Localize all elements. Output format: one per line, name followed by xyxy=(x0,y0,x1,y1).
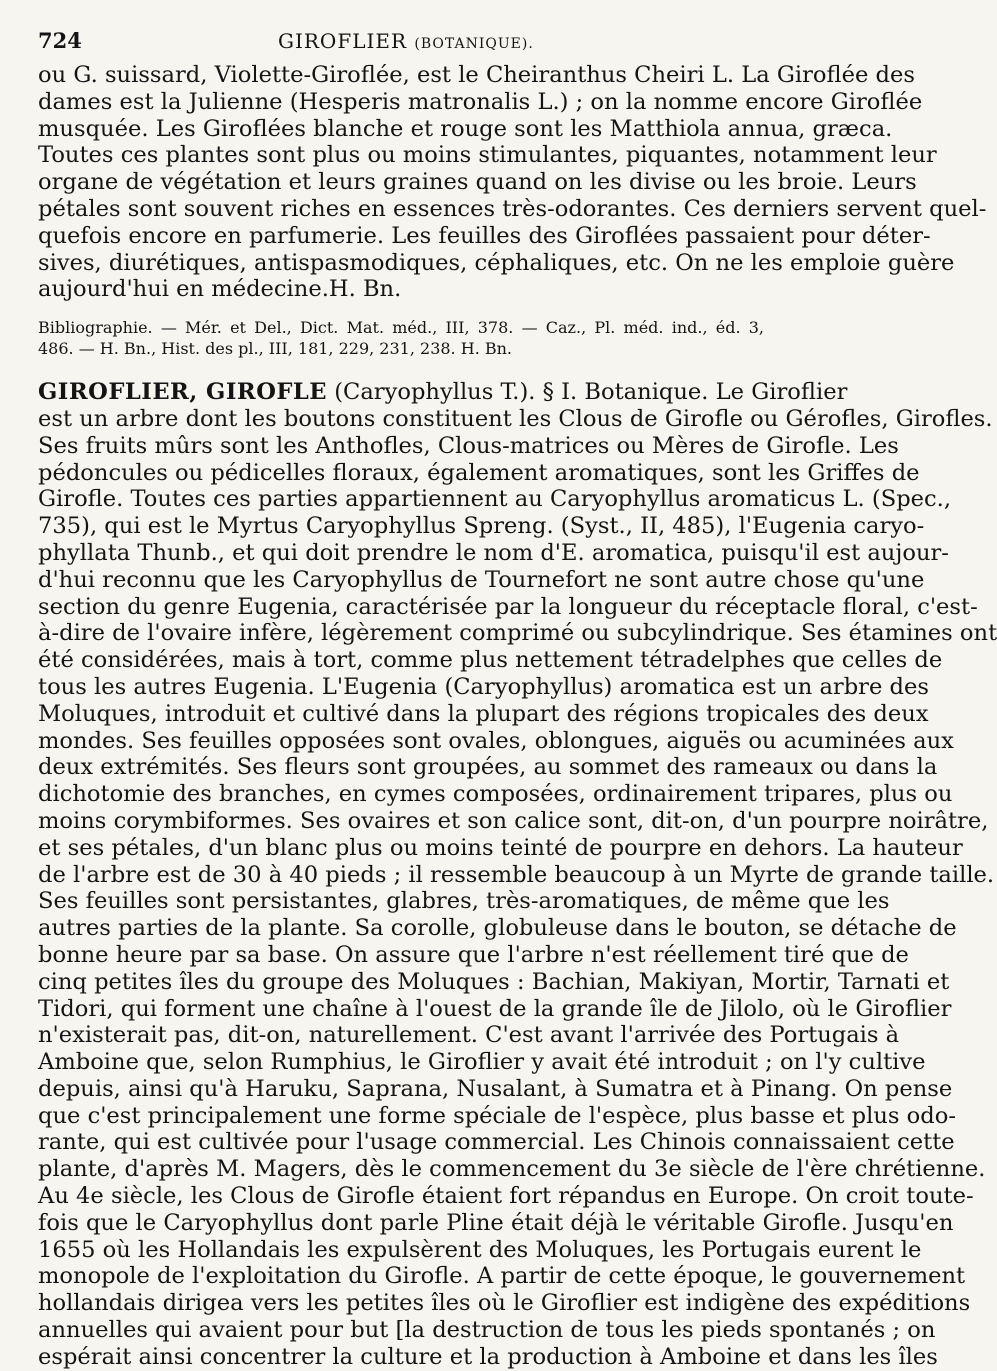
text-line: mondes. Ses feuilles opposées sont ovales, oblongues, aiguës ou acuminées aux xyxy=(38,727,954,754)
text-line: Amboine que, selon Rumphius, le Giroflier y avait été introduit ; on l'y cultive xyxy=(38,1049,926,1076)
text-line: deux extrémités. Ses fleurs sont groupées, au sommet des rameaux ou dans la xyxy=(38,754,938,781)
page-number: 724 xyxy=(38,28,82,53)
text-line: dames est la Julienne (Hesperis matronalis L.) ; on la nomme encore Giroflée xyxy=(38,88,923,115)
text-line: organe de végétation et leurs graines quand on les divise ou les broie. Leurs xyxy=(38,169,917,196)
text-line: phyllata Thunb., et qui doit prendre le nom d'E. aromatica, puisqu'il est aujour- xyxy=(38,539,949,566)
text-line: tous les autres Eugenia. L'Eugenia (Caryophyllus) aromatica est un arbre des xyxy=(38,673,929,700)
text-line: autres parties de la plante. Sa corolle, globuleuse dans le bouton, se détache de xyxy=(38,915,957,942)
text-line: 1655 où les Hollandais les expulsèrent des Moluques, les Portugais eurent le xyxy=(38,1236,922,1263)
text-line xyxy=(38,276,764,303)
entry-first-line-rest: (Caryophyllus T.). § I. Botanique. Le Giroflier xyxy=(327,379,848,406)
text-line: n'existerait pas, dit-on, naturellement. C'est avant l'arrivée des Portugais à xyxy=(38,1022,900,1049)
entry-first-line xyxy=(38,379,848,406)
text-line: rante, qui est cultivée pour l'usage commercial. Les Chinois connaissaient cette xyxy=(38,1129,955,1156)
text-line: fois que le Caryophyllus dont parle Pline était déjà le véritable Girofle. Jusqu'en xyxy=(38,1209,954,1236)
text-line: espérait ainsi concentrer la culture et la production à Amboine et dans les îles xyxy=(38,1343,938,1370)
text-line: Au 4e siècle, les Clous de Girofle étaient fort répandus en Europe. On croit toute- xyxy=(38,1183,974,1210)
bibliography-signature: H. Bn. xyxy=(460,339,513,359)
text-line: à-dire de l'ovaire infère, légèrement comprimé ou subcylindrique. Ses étamines ont xyxy=(38,620,997,647)
text-line: Girofle. Toutes ces parties appartiennent au Caryophyllus aromaticus L. (Spec., xyxy=(38,486,952,513)
author-signature: H. Bn. xyxy=(328,276,402,303)
text-line: et ses pétales, d'un blanc plus ou moins teinté de pourpre en dehors. La hauteur xyxy=(38,834,963,861)
running-title xyxy=(278,29,534,53)
entry-headword: GIROFLIER, GIROFLE xyxy=(38,379,328,406)
text-line: plante, d'après M. Magers, dès le commencement du 3e siècle de l'ère chrétienne. xyxy=(38,1156,986,1183)
text-line: sives, diurétiques, antispasmodiques, céphaliques, etc. On ne les emploie guère xyxy=(38,249,955,276)
running-title-subtitle: (BOTANIQUE). xyxy=(414,36,534,52)
text-line: monopole de l'exploitation du Girofle. A partir de cette époque, le gouvernement xyxy=(38,1263,966,1290)
bibliography-line: Bibliographie. — Mér. et Del., Dict. Mat. méd., III, 378. — Caz., Pl. méd. ind., éd. 3, xyxy=(38,318,764,338)
entry-paragraph xyxy=(38,379,997,1370)
text-line: Toutes ces plantes sont plus ou moins stimulantes, piquantes, notamment leur xyxy=(38,142,937,169)
text-line: dichotomie des branches, en cymes composées, ordinairement tripares, plus ou xyxy=(38,781,953,808)
bibliography-line xyxy=(38,338,764,359)
text-line: bonne heure par sa base. On assure que l'arbre n'est réellement tiré que de xyxy=(38,941,909,968)
text-line: moins corymbiformes. Ses ovaires et son calice sont, dit-on, d'un pourpre noirâtre, xyxy=(38,807,989,834)
text-line: que c'est principalement une forme spéciale de l'espèce, plus basse et plus odo- xyxy=(38,1102,956,1129)
text-line: pétales sont souvent riches en essences très-odorantes. Ces derniers servent quel- xyxy=(38,195,987,222)
text-line: section du genre Eugenia, caractérisée par la longueur du réceptacle floral, c'est- xyxy=(38,593,978,620)
text-line: été considérées, mais à tort, comme plus nettement tétradelphes que celles de xyxy=(38,647,943,674)
text-line: ou G. suissard, Violette-Giroflée, est le Cheiranthus Cheiri L. La Giroflée des xyxy=(38,62,915,88)
text-line: cinq petites îles du groupe des Moluques : Bachian, Makiyan, Mortir, Tarnati et xyxy=(38,968,950,995)
bibliography-line-text: 486. — H. Bn., Hist. des pl., III, 181, 229, 231, 238. xyxy=(38,339,456,359)
text-line: quefois encore en parfumerie. Les feuilles des Giroflées passaient pour déter- xyxy=(38,222,931,249)
running-title-main: GIROFLIER xyxy=(278,29,408,53)
text-line: Moluques, introduit et cultivé dans la plupart des régions tropicales des deux xyxy=(38,700,929,727)
text-line: Ses feuilles sont persistantes, glabres, très-aromatiques, de même que les xyxy=(38,888,890,915)
text-line: musquée. Les Giroflées blanche et rouge sont les Matthiola annua, græca. xyxy=(38,115,893,142)
text-line: annuelles qui avaient pour but [la destruction de tous les pieds spontanés ; on xyxy=(38,1317,936,1344)
text-line: Ses fruits mûrs sont les Anthofles, Clous-matrices ou Mères de Girofle. Les xyxy=(38,432,899,459)
text-line: d'hui reconnu que les Caryophyllus de Tournefort ne sont autre chose qu'une xyxy=(38,566,925,593)
text-line: 735), qui est le Myrtus Caryophyllus Spreng. (Syst., II, 485), l'Eugenia caryo- xyxy=(38,513,925,540)
text-line: Tidori, qui forment une chaîne à l'ouest de la grande île de Jilolo, où le Giroflier xyxy=(38,995,952,1022)
text-line: est un arbre dont les boutons constituent les Clous de Girofle ou Gérofles, Girofles. xyxy=(38,405,993,432)
page-header xyxy=(38,28,764,62)
text-line-content: aujourd'hui en médecine. xyxy=(38,276,329,303)
text-line: pédoncules ou pédicelles floraux, également aromatiques, sont les Griffes de xyxy=(38,459,920,486)
text-line: de l'arbre est de 30 à 40 pieds ; il ressemble beaucoup à un Myrte de grande taille. xyxy=(38,861,995,888)
previous-entry-paragraph xyxy=(38,62,987,303)
bibliography xyxy=(38,317,764,359)
text-line: hollandais dirigea vers les petites îles où le Giroflier est indigène des expéditions xyxy=(38,1290,971,1317)
text-line: depuis, ainsi qu'à Haruku, Saprana, Nusalant, à Sumatra et à Pinang. On pense xyxy=(38,1075,953,1102)
